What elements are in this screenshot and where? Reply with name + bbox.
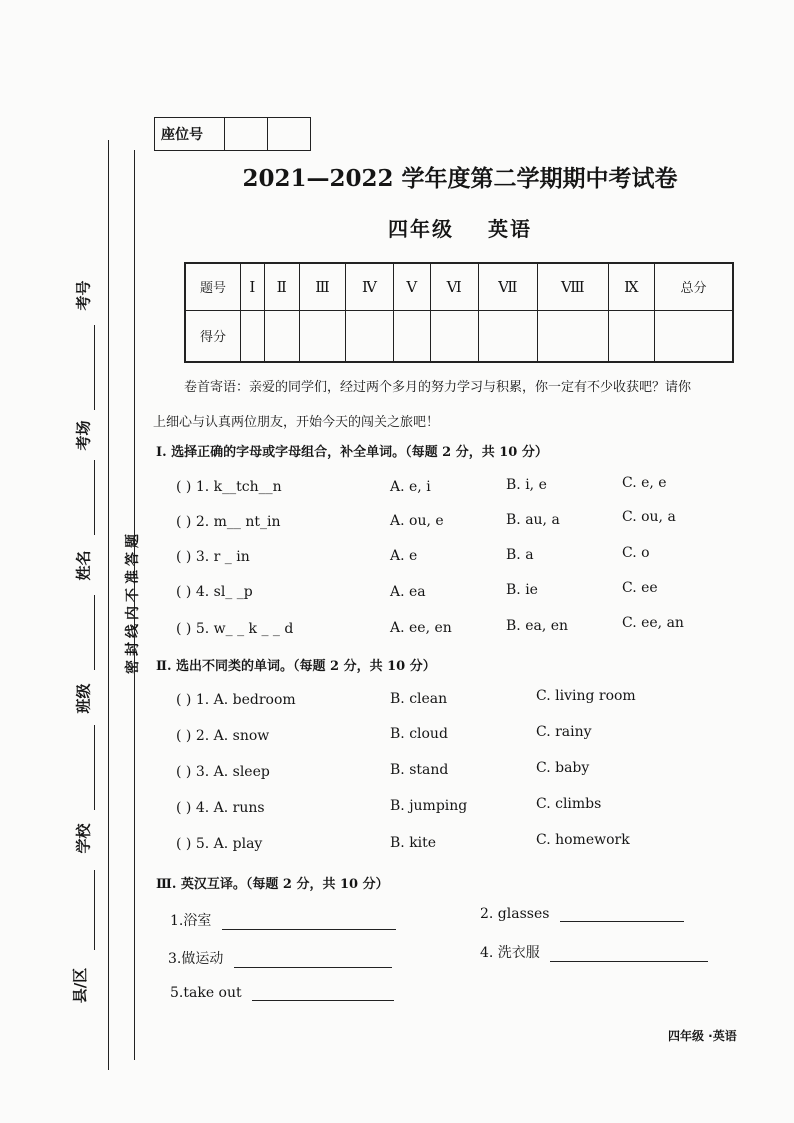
score-col-6: Ⅵ [430, 263, 478, 310]
score-col-4: Ⅳ [346, 263, 394, 310]
s2-q5: ( ) 5. A. play [176, 836, 263, 852]
s1-q3-a: A. e [390, 548, 418, 564]
s2-q4-c: C. climbs [536, 796, 602, 812]
score-cell[interactable] [393, 310, 430, 362]
exam-title: 2021—2022 学年度第二学期期中考试卷 [242, 165, 678, 192]
exam-subtitle [180, 213, 740, 242]
side-school: 学校 [74, 823, 93, 854]
s1-q4-a: A. ea [390, 584, 426, 600]
s1-q1: ( ) 1. k__tch__n [176, 479, 282, 495]
s2-q3-c: C. baby [536, 760, 590, 776]
s3-item-3-label: 3.做运动 [168, 951, 224, 967]
s3-item-4 [480, 942, 708, 962]
s3-item-5 [170, 985, 394, 1001]
score-col-total: 总分 [655, 263, 733, 310]
score-col-9: Ⅸ [608, 263, 654, 310]
s2-q2: ( ) 2. A. snow [176, 728, 270, 744]
s2-q4: ( ) 4. A. runs [176, 800, 265, 816]
s1-q1-a: A. e, i [390, 479, 431, 495]
preface-line-2: 上细心与认真两位朋友，开始今天的闯关之旅吧！ [153, 415, 440, 430]
s3-item-5-label: 5.take out [170, 985, 242, 1001]
side-blank-exam-room[interactable] [94, 460, 95, 535]
s1-q5-b: B. ea, en [506, 618, 569, 634]
side-blank-name[interactable] [94, 595, 95, 670]
score-col-1: Ⅰ [241, 263, 265, 310]
side-exam-no: 考号 [74, 280, 93, 311]
seat-cell-2[interactable] [268, 118, 311, 151]
s1-q2-b: B. au, a [506, 512, 560, 528]
s1-q4-b: B. ie [506, 582, 538, 598]
s3-item-2 [480, 906, 684, 922]
seat-label: 座位号 [155, 118, 225, 151]
s1-q5-c: C. ee, an [622, 615, 684, 631]
side-name: 姓名 [74, 550, 93, 581]
s3-answer-2[interactable] [560, 921, 684, 922]
score-cell[interactable] [299, 310, 345, 362]
s1-q4-c: C. ee [622, 580, 658, 596]
side-blank-exam-no[interactable] [94, 325, 95, 410]
s3-item-3 [168, 948, 392, 968]
score-cell[interactable] [346, 310, 394, 362]
side-blank-class[interactable] [94, 725, 95, 810]
s1-q1-c: C. e, e [622, 475, 667, 491]
s1-q4: ( ) 4. sl_ _p [176, 584, 253, 600]
seal-notice: 密封线内不准答题 [125, 530, 141, 674]
s2-q3-b: B. stand [390, 762, 449, 778]
s2-q4-b: B. jumping [390, 798, 468, 814]
seat-cell-1[interactable] [225, 118, 268, 151]
s1-q2: ( ) 2. m__ nt_in [176, 514, 281, 530]
side-exam-room: 考场 [74, 420, 93, 451]
score-col-5: Ⅴ [393, 263, 430, 310]
s3-answer-4[interactable] [550, 961, 708, 962]
s3-answer-1[interactable] [222, 929, 396, 930]
score-cell[interactable] [264, 310, 299, 362]
s1-q3: ( ) 3. r _ in [176, 549, 250, 565]
s2-q1: ( ) 1. A. bedroom [176, 692, 296, 708]
s1-q5-a: A. ee, en [390, 620, 452, 636]
seat-number-box [154, 117, 311, 151]
s1-q2-c: C. ou, a [622, 509, 676, 525]
score-col-7: Ⅶ [478, 263, 537, 310]
s3-item-4-label: 4. 洗衣服 [480, 945, 540, 961]
seal-line-outer [108, 140, 109, 1070]
s3-answer-3[interactable] [234, 967, 392, 968]
s1-q3-c: C. o [622, 545, 650, 561]
score-cell[interactable] [608, 310, 654, 362]
s1-q2-a: A. ou, e [390, 513, 444, 529]
section1-heading: Ⅰ. 选择正确的字母或字母组合，补全单词。（每题 2 分，共 10 分） [156, 445, 548, 460]
subtitle-subject: 英语 [488, 217, 532, 241]
s2-q1-c: C. living room [536, 688, 636, 704]
side-blank-school[interactable] [94, 870, 95, 950]
score-col-2: Ⅱ [264, 263, 299, 310]
section3-heading: Ⅲ. 英汉互译。（每题 2 分，共 10 分） [156, 877, 389, 892]
score-table [184, 262, 734, 363]
s1-q3-b: B. a [506, 547, 534, 563]
s2-q2-c: C. rainy [536, 724, 592, 740]
score-cell[interactable] [537, 310, 608, 362]
page-footer: 四年级 ·英语 [668, 1029, 737, 1043]
section2-heading: Ⅱ. 选出不同类的单词。（每题 2 分，共 10 分） [156, 659, 436, 674]
score-cell[interactable] [478, 310, 537, 362]
s1-q5: ( ) 5. w_ _ k _ _ d [176, 621, 294, 637]
score-col-8: Ⅷ [537, 263, 608, 310]
s2-q5-b: B. kite [390, 835, 437, 851]
s1-q1-b: B. i, e [506, 477, 547, 493]
subtitle-grade: 四年级 [388, 217, 454, 241]
s3-item-1 [170, 910, 396, 930]
score-cell-total[interactable] [655, 310, 733, 362]
preface-line-1: 卷首寄语：亲爱的同学们，经过两个多月的努力学习与积累，你一定有不少收获吧？请你 [184, 380, 692, 395]
side-class: 班级 [74, 683, 93, 714]
score-header-label: 题号 [185, 263, 241, 310]
s3-answer-5[interactable] [252, 1000, 394, 1001]
side-county: 县/区 [71, 967, 90, 1004]
s2-q5-c: C. homework [536, 832, 630, 848]
score-cell[interactable] [241, 310, 265, 362]
s2-q1-b: B. clean [390, 691, 448, 707]
score-row-label: 得分 [185, 310, 241, 362]
score-col-3: Ⅲ [299, 263, 345, 310]
s3-item-1-label: 1.浴室 [170, 913, 212, 929]
s3-item-2-label: 2. glasses [480, 906, 550, 922]
score-cell[interactable] [430, 310, 478, 362]
s2-q2-b: B. cloud [390, 726, 448, 742]
s2-q3: ( ) 3. A. sleep [176, 764, 270, 780]
